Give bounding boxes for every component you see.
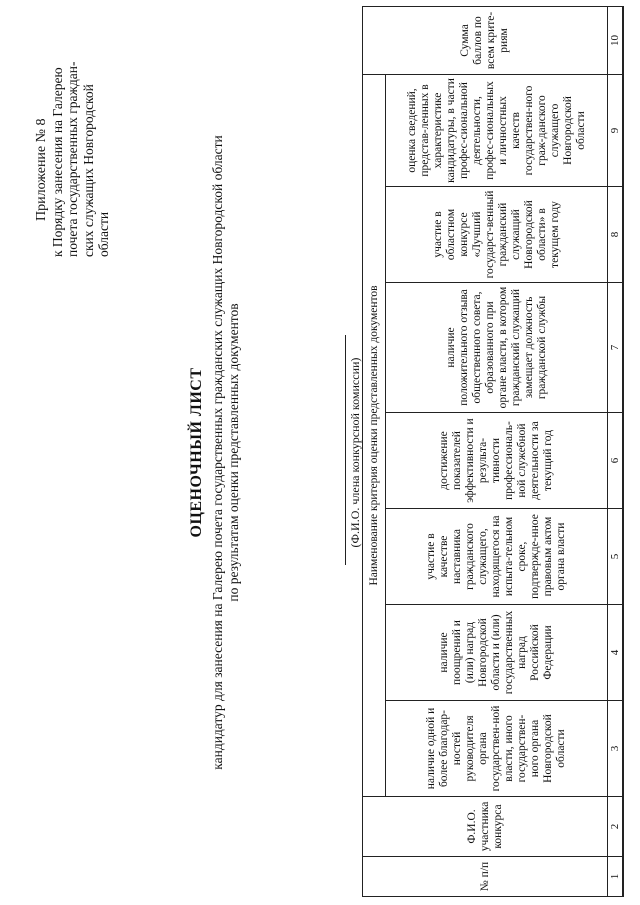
subtitle-line: по результатам оценки представленных документов [225,303,241,602]
header-criterion: участие в областном конкурсе «Лучший государст-венный гражданский служащий Новгородской области» в текущем году [386,187,608,283]
empty-cell [623,701,624,797]
appendix-line: почета государственных граждан- [65,61,80,257]
column-number: 8 [608,187,623,283]
column-number: 1 [608,857,623,897]
column-number: 2 [608,797,623,857]
column-number: 6 [608,413,623,509]
header-criterion: оценка сведений, представ-ленных в характеристике кандидатуры, в части профес-сиональной деятельности, профес-сиональных и личностных качеств государствен-ного граж-данского служащего Новгородской области [386,74,608,186]
header-criterion: наличие одной и более благодар-ностей руководителя органа государствен-ной власти, иного государствен-ного органа Новгородской области [386,701,608,797]
header-total: Сумма баллов по всем крите-риям [363,6,608,74]
appendix-block [34,52,112,257]
evaluation-table [362,6,624,897]
signature-caption: (Ф.И.О. члена конкурсной комиссии) [348,357,362,548]
empty-cell [623,413,624,509]
header-criterion: достижение показателей эффективности и результа-тивности профессиональ-ной служебной деятельности за текущий год [386,413,608,509]
signature-line [345,335,346,565]
column-number: 9 [608,74,623,186]
header-criterion: наличие положительного отзыва общественного совета, образованного при органе власти, в котором гражданский служащий замещает должность гражданской службы [386,283,608,413]
empty-cell [623,187,624,283]
subtitle-line: кандидатур для занесения на Галерею почета государственных гражданских служащих Новгородской области [210,135,225,770]
column-number: 3 [608,701,623,797]
empty-cell [623,857,624,897]
sheet-title: ОЦЕНОЧНЫЙ ЛИСТ [188,367,205,538]
empty-cell [623,797,624,857]
header-participant-name: Ф.И.О. участника конкурса [363,797,608,857]
column-number: 4 [608,605,623,701]
appendix-line: к Порядку занесения на Галерею [49,67,65,257]
header-number: № п/п [363,857,608,897]
empty-cell [623,605,624,701]
sheet-subtitle [210,0,241,905]
header-criteria-group: Наименование критерия оценки представленных документов [363,74,386,796]
empty-cell [623,74,624,186]
column-number: 5 [608,509,623,605]
empty-cell [623,509,624,605]
appendix-title: Приложение № 8 [34,118,49,221]
header-criterion: участие в качестве наставника гражданского служащего, находящегося на испыта-тельном сроке, подтвержде-нное правовым актом органа власти [386,509,608,605]
column-number: 10 [608,6,623,74]
header-criterion: наличие поощрений и (или) наград Новгородской области и (или) государственных наград Российской Федерации [386,605,608,701]
appendix-line: области [96,211,111,257]
column-number: 7 [608,283,623,413]
empty-cell [623,283,624,413]
appendix-line: ских служащих Новгородской [80,84,96,257]
empty-cell [623,6,624,74]
